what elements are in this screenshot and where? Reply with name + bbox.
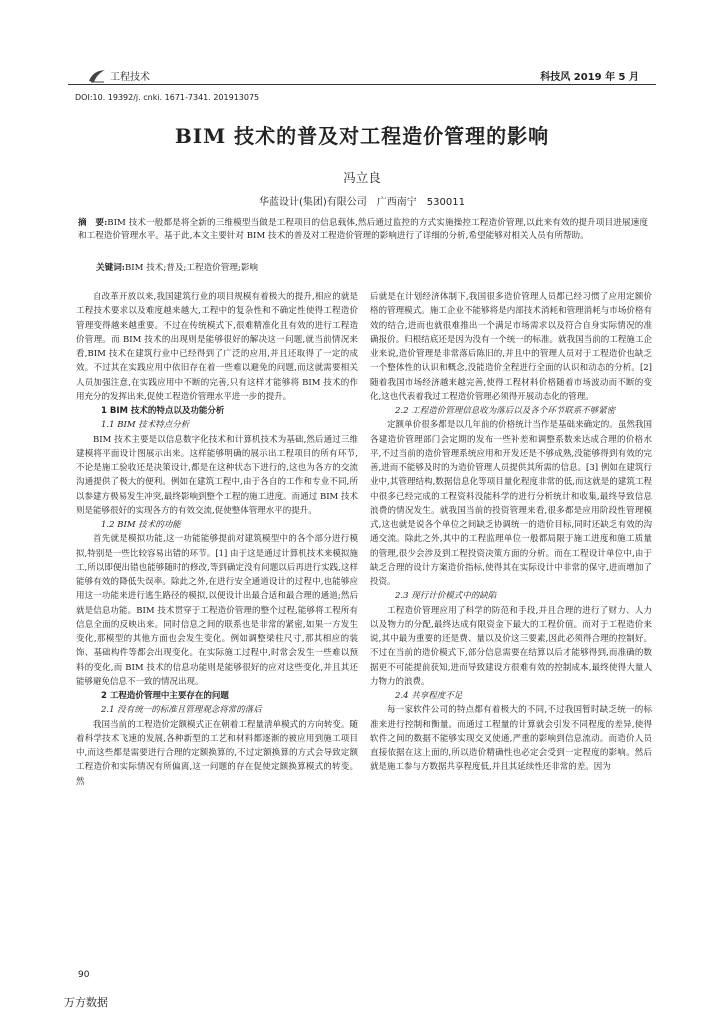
section-heading: 1 BIM 技术的特点以及功能分析 bbox=[101, 406, 225, 416]
left-column bbox=[76, 290, 358, 789]
journal-logo-icon bbox=[88, 69, 106, 83]
body-paragraph: 工程造价管理应用了科学的防范和手段,并且合理的进行了财力、人力以及物力的分配,最终达成有限资金下最大的工程价值。而对于工程造价来说,其中最为重要的还是费、量以及价这三要素,因此必须得合理的控制好。不过在当前的造价模式下,部分信息需要在结算以后才能够得到,而准确的数据更不可能提前获知,进而导致建设方很难有效的控制成本,最终使得大量人力物力的浪费。 bbox=[370, 605, 652, 687]
body-paragraph: 每一家软件公司的特点都有着极大的不同,不过我国暂时缺乏统一的标准来进行控制和衡量。而通过工程量的计算就会引发不同程度的差异,使得软件之间的数据不能够实现交叉使通,严重的影响到信息流动。而造价人员直接依据在这上面的,所以造价精确性也必定会受到一定程度的影响。然后就是施工参与方数据共享程度低,并且其延续性还非常的差。因为 bbox=[370, 705, 652, 773]
running-header-left bbox=[88, 68, 150, 83]
subsection-heading: 2.2 工程造价管理信息收为落后以及各个环节联系不够紧密 bbox=[395, 406, 616, 416]
body-paragraph: BIM 技术主要是以信息数字化技术和计算机技术为基础,然后通过三维建模将平面设计图展示出来。这样能够明确的展示出工程项目的所有环节,不论是施工验收还是决策设计,都是在这种状态下进行的,这也为各方的交流沟通提供了极大的便利。例如在建筑工程中,由于各自的工作和专业不同,所以参建方极易发生冲突,最终影响到整个工程的施工进度。而通过 BIM 技术则是能够很好的实现各方的有效交流,促使整体管理水平的提升。 bbox=[76, 434, 358, 516]
keywords-label: 关键词: bbox=[96, 263, 125, 273]
body-paragraph: 首先就是模拟功能,这一功能能够提前对建筑模型中的各个部分进行模拟,特别是一些比较容易出错的环节。[1] 由于这是通过计算机技术来模拟施工,所以即便出错也能够随时的修改,等到确定没有问题以后再进行实践,这样能够有效的降低失误率。除此之外,在进行安全通道设计的过程中,也能够应用这一功能来进行逃生路径的模拟,以便设计出最合适和最合理的通道;然后就是信息功能。BIM 技术贯穿于工程造价管理的整个过程,能够将工程所有信息全面的反映出来。同时信息之间的联系也是非常的紧密,如果一方发生变化,那模型的其他方面也会发生变化。例如调整梁柱尺寸,那其相应的装饰、基础构件等都会出现变化。在实际施工过程中,时常会发生一些难以预料的变化,而 BIM 技术的信息功能则是能够很好的应对这些变化,并且其还能够避免信息不一致的情况出现。 bbox=[76, 534, 358, 687]
journal-section: 工程技术 bbox=[110, 72, 150, 83]
keywords bbox=[96, 262, 648, 274]
subsection-heading: 2.4 共享程度不足 bbox=[395, 691, 463, 701]
header-divider bbox=[68, 84, 656, 85]
affiliation: 华蓝设计(集团)有限公司 广西南宁 530011 bbox=[259, 197, 465, 208]
body-paragraph: 我国当前的工程造价定额模式正在朝着工程量清单模式的方向转变。随着科学技术飞速的发展,各种新型的工艺和材料都逐渐的被应用到施工项目中,而这些都是需要进行合理的定额换算的,不过定额换算的方式会导致定额工程造价和实际情况有所偏离,这一问题的存在促使定额换算模式的转变。然 bbox=[76, 719, 358, 787]
subsection-heading: 1.1 BIM 技术特点分析 bbox=[101, 420, 190, 431]
subsection-heading: 1.2 BIM 技术的功能 bbox=[101, 520, 181, 530]
body-paragraph: 后就是在计划经济体制下,我国很多造价管理人员都已经习惯了应用定额价格的管理模式。施工企业不能够将是内部技术消耗和管理消耗与市场价格有效的结合,进而也就很难推出一个满足市场需求以及符合自身实际情况的准确报价。归根结底还是因为没有一个统一的标准。就我国当前的工程施工企业来说,造价管理是非常落后陈旧的,并且中的管理人员对于工程造价也缺乏一个整体性的认识和概念,没能造价全程进行全面的认识和动态的分析。[2] 随着我国市场经济越来越完善,使得工程材料价格随着市场波动而不断的变化,这也代表着我过工程造价管理必须得开展动态化的管理。 bbox=[370, 292, 652, 402]
author: 冯立良 bbox=[343, 170, 381, 185]
paper-title: BIM 技术的普及对工程造价管理的影响 bbox=[174, 124, 550, 148]
abstract-label: 摘 要: bbox=[78, 218, 108, 228]
subsection-heading: 2.1 没有统一的标准且管理观念将常的落后 bbox=[101, 705, 262, 716]
section-heading: 2 工程造价管理中主要存在的问题 bbox=[101, 691, 229, 701]
watermark: 万方数据 bbox=[64, 996, 108, 1009]
body-paragraph: 定额单价很多都是以几年前的价格统计当作是基础来确定的。虽然我国各建造价管理部门会定期的发布一些补差和调整系数来达成合理的价格水平,不过当前的造价管理系统应用和开发还是不够成熟,没能够得到有效的完善,进而不能够及时的为造价管理人员提供其所需的信息。[3] 例如在建筑行业中,其管理结构,数据信息化等项目量化程度非常的低,而这就是的建筑工程中很多已经完成的工程资料没能科学的进行分析统计和收集,最终导致信息浪费的情况发生。就我国当前的投资管理来看,很多都是应用阶段性管理模式,这也就是说各个单位之间缺乏协调统一的造价目标,同时还缺乏有效的沟通交流。除此之外,其中的工程监理单位一般都局限于施工进度和施工质量的管理,很少会涉及到工程投资决策方面的分析。而在工程设计单位中,由于缺乏合理的设计方案造价指标,使得其在实际设计中非常的保守,进而增加了投资。 bbox=[370, 420, 652, 587]
running-header-right: 科技风 2019 年 5 月 bbox=[540, 72, 639, 83]
doi: DOI:10. 19392/j. cnki. 1671-7341. 201913075 bbox=[75, 93, 260, 102]
abstract-text: BIM 技术一般都是将全新的三维模型当做是工程项目的信息载体,然后通过监控的方式实施操控工程造价管理,以此来有效的提升项目进展速度和工程造价管理水平。基于此,本文主要针对 BIM 技术的普及对工程造价管理的影响进行了详细的分析,希望能够对相关人员有所帮助。 bbox=[78, 218, 648, 241]
page-number: 90 bbox=[78, 970, 90, 980]
body-paragraph: 自改革开放以来,我国建筑行业的项目规模有着极大的提升,相应的就是工程技术要求以及难度越来越大,工程中的复杂性和不确定性使得工程造价管理变得越来越重要。不过在传统模式下,很难精准化且有效的进行工程造价管理。而 BIM 技术的出现则是能够很好的解决这一问题,就当前情况来看,BIM 技术在建筑行业中已经得到了广泛的应用,并且还取得了一定的成效。不过其在实践应用中依旧存在着一些难以避免的问题,而这就需要相关人员加强注意,在实践应用中不断的完善,只有这样才能够将 BIM 技术的作用充分的发挥出来,促使工程造价管理水平进一步的提升。 bbox=[76, 292, 358, 402]
abstract bbox=[78, 217, 648, 242]
keywords-text: BIM 技术;普及;工程造价管理;影响 bbox=[124, 263, 259, 273]
subsection-heading: 2.3 现行计价模式中的缺陷 bbox=[395, 591, 497, 602]
right-column bbox=[370, 290, 652, 775]
